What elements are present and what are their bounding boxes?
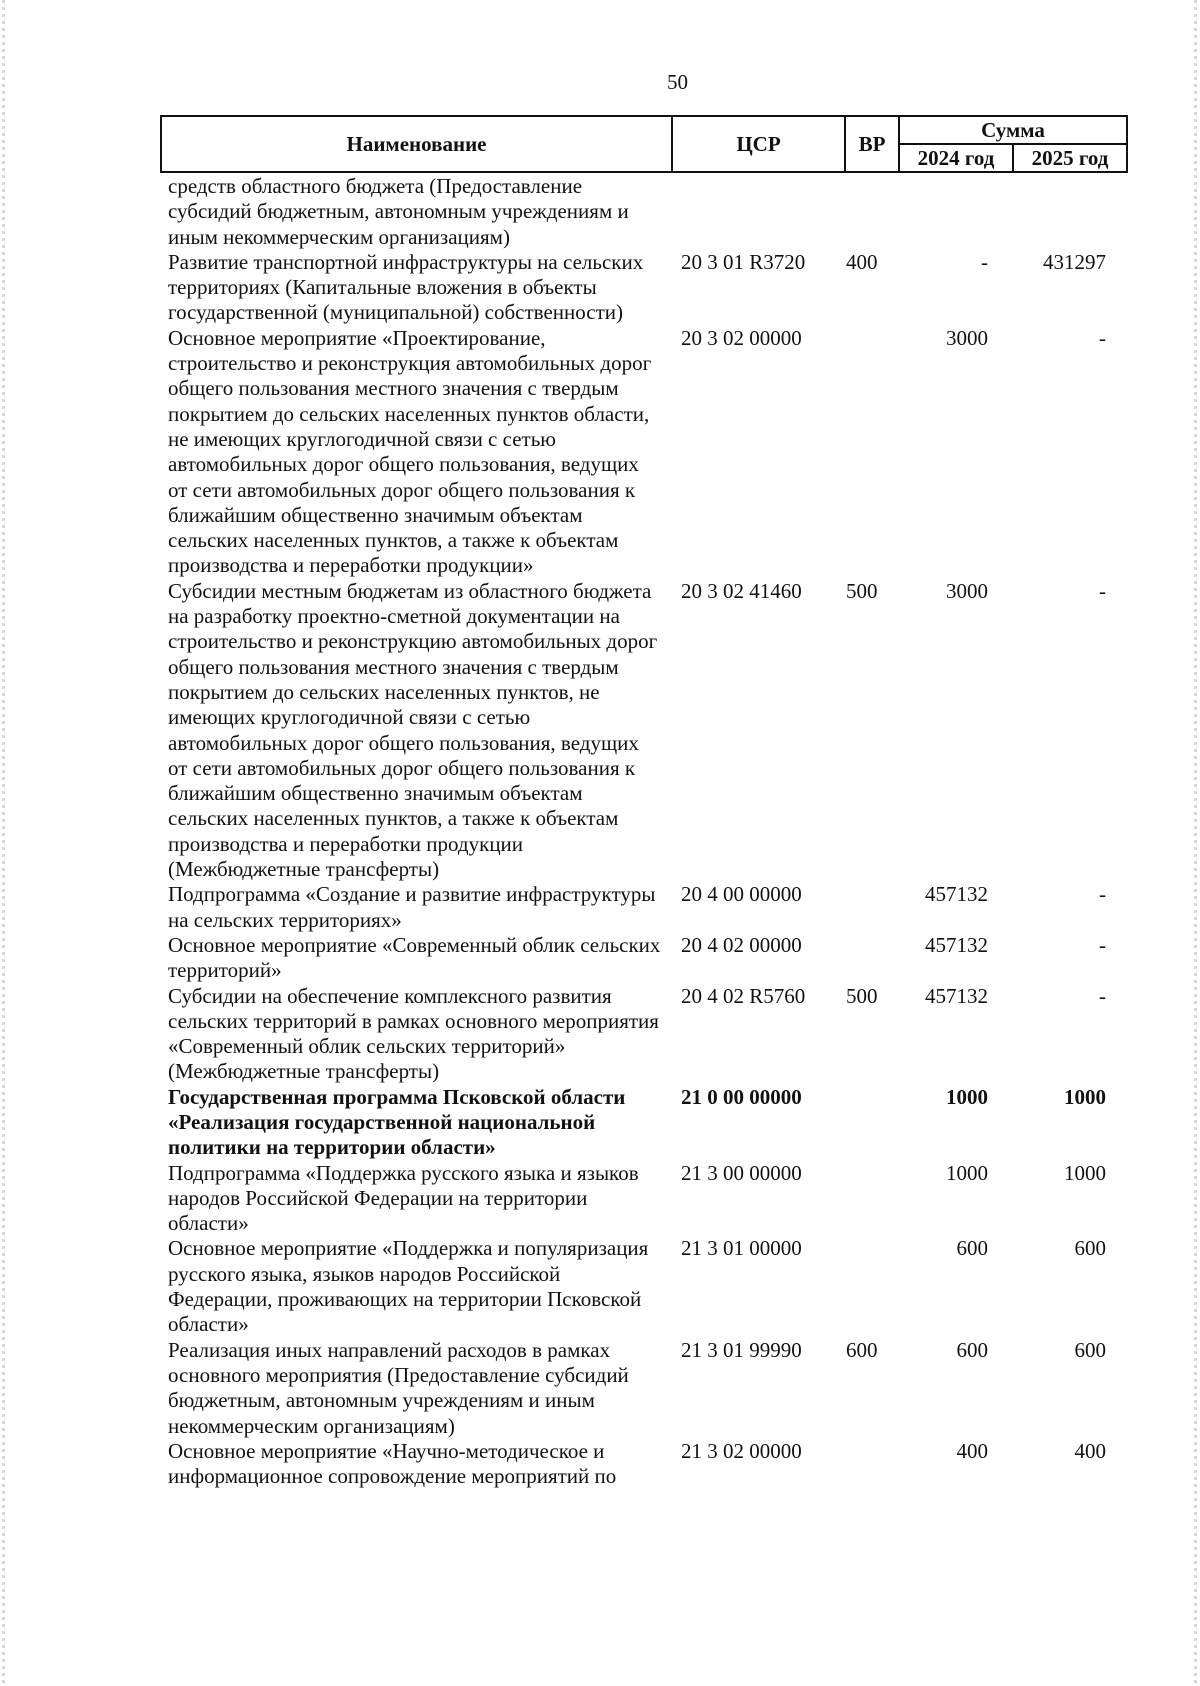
table-body	[168, 174, 1128, 1489]
row-sum-2025: 400	[1074, 1438, 1106, 1463]
table-row	[168, 326, 1128, 579]
row-csr: 20 4 02 R5760	[681, 983, 806, 1008]
row-sum-2025: -	[1099, 325, 1106, 350]
table-row	[168, 1161, 1128, 1237]
row-name: средств областного бюджета (Предоставление субсидий бюджетным, автономным учреждениям и иным некоммерческим организациям)	[168, 174, 629, 249]
row-name: Основное мероприятие «Научно-методическое и информационное сопровождение мероприятий по	[168, 1438, 617, 1489]
scan-edge-right	[1194, 0, 1197, 1686]
row-sum-2024: 400	[956, 1438, 988, 1463]
table-row	[168, 1439, 1128, 1490]
table-row	[168, 174, 1128, 250]
row-vr: 400	[846, 249, 878, 274]
row-sum-2024: 600	[956, 1337, 988, 1362]
row-sum-2024: 457132	[925, 983, 988, 1008]
header-csr: ЦСР	[672, 116, 845, 172]
table-row	[168, 882, 1128, 933]
header-vr: ВР	[845, 116, 899, 172]
row-csr: 20 4 00 00000	[681, 882, 802, 907]
table-row	[168, 1236, 1128, 1337]
row-name: Подпрограмма «Создание и развитие инфраструктуры на сельских территориях»	[168, 882, 656, 932]
row-sum-2025: -	[1099, 932, 1106, 957]
row-sum-2025: 1000	[1064, 1084, 1106, 1109]
header-year-2025: 2025 год	[1013, 144, 1127, 172]
row-sum-2024: 1000	[946, 1160, 988, 1185]
row-csr: 21 3 02 00000	[681, 1438, 802, 1463]
row-sum-2025: -	[1099, 578, 1106, 603]
row-csr: 21 0 00 00000	[681, 1084, 802, 1109]
row-sum-2025: 600	[1074, 1236, 1106, 1261]
header-sum: Сумма	[899, 116, 1127, 144]
row-sum-2024: 600	[956, 1236, 988, 1261]
row-sum-2025: 1000	[1064, 1160, 1106, 1185]
row-csr: 20 3 02 41460	[681, 578, 802, 603]
row-name: Основное мероприятие «Современный облик сельских территорий»	[168, 932, 661, 983]
header-year-2024: 2024 год	[899, 144, 1013, 172]
row-name: Субсидии на обеспечение комплексного развития сельских территорий в рамках основного мероприятия «Современный облик сельских территорий» (Межбюджетные трансферты)	[168, 983, 659, 1084]
row-sum-2025: -	[1099, 983, 1106, 1008]
scan-edge-left	[2, 0, 5, 1686]
row-csr: 21 3 01 00000	[681, 1236, 802, 1261]
row-sum-2024: 3000	[946, 325, 988, 350]
row-sum-2024: 457132	[925, 882, 988, 907]
row-csr: 20 4 02 00000	[681, 932, 802, 957]
row-vr: 500	[846, 578, 878, 603]
row-sum-2025: 600	[1074, 1337, 1106, 1362]
row-csr: 20 3 01 R3720	[681, 249, 806, 274]
row-name: Основное мероприятие «Проектирование, строительство и реконструкция автомобильных дорог общего пользования местного значения с твердым покрытием до сельских населенных пунктов области, не имеющих круглогодичной связи с сетью автомобильных дорог общего пользования, ведущих от сети автомобильных дорог общего пользования к ближайшим общественно значимым объектам сельских населенных пунктов, а также к объектам производства и переработки продукции»	[168, 325, 652, 578]
header-name: Наименование	[161, 116, 672, 172]
row-name: Развитие транспортной инфраструктуры на сельских территориях (Капитальные вложения в объекты государственной (муниципальной) собственности)	[168, 249, 644, 325]
row-sum-2024: 1000	[946, 1084, 988, 1109]
row-sum-2024: 457132	[925, 932, 988, 957]
row-name: Основное мероприятие «Поддержка и популяризация русского языка, языков народов Российской Федерации, проживающих на территории Псковской области»	[168, 1236, 649, 1337]
table-row	[168, 984, 1128, 1085]
row-name: Государственная программа Псковской области «Реализация государственной национальной политики на территории области»	[168, 1084, 626, 1160]
table-header	[160, 115, 1128, 173]
row-vr: 600	[846, 1337, 878, 1362]
row-name: Подпрограмма «Поддержка русского языка и языков народов Российской Федерации на территории области»	[168, 1160, 639, 1236]
table-row	[168, 1338, 1128, 1439]
table-row	[168, 250, 1128, 326]
row-sum-2024: 3000	[946, 578, 988, 603]
row-name: Реализация иных направлений расходов в рамках основного мероприятия (Предоставление субсидий бюджетным, автономным учреждениям и иным некоммерческим организациям)	[168, 1337, 629, 1438]
table-row-program	[168, 1085, 1128, 1161]
table-row	[168, 579, 1128, 883]
row-vr: 500	[846, 983, 878, 1008]
row-csr: 20 3 02 00000	[681, 325, 802, 350]
table-row	[168, 933, 1128, 984]
row-sum-2025: 431297	[1043, 249, 1106, 274]
row-csr: 21 3 01 99990	[681, 1337, 802, 1362]
row-sum-2024: -	[981, 249, 988, 274]
row-sum-2025: -	[1099, 882, 1106, 907]
page-number: 50	[667, 70, 688, 94]
row-csr: 21 3 00 00000	[681, 1160, 802, 1185]
row-name: Субсидии местным бюджетам из областного бюджета на разработку проектно-сметной документации на строительство и реконструкцию автомобильных дорог общего пользования местного значения с твердым покрытием до сельских населенных пунктов, не имеющих круглогодичной связи с сетью автомобильных дорог общего пользования, ведущих от сети автомобильных дорог общего пользования к ближайшим общественно значимым объектам сельских населенных пунктов, а также к объектам производства и переработки продукции (Межбюджетные трансферты)	[168, 578, 658, 882]
